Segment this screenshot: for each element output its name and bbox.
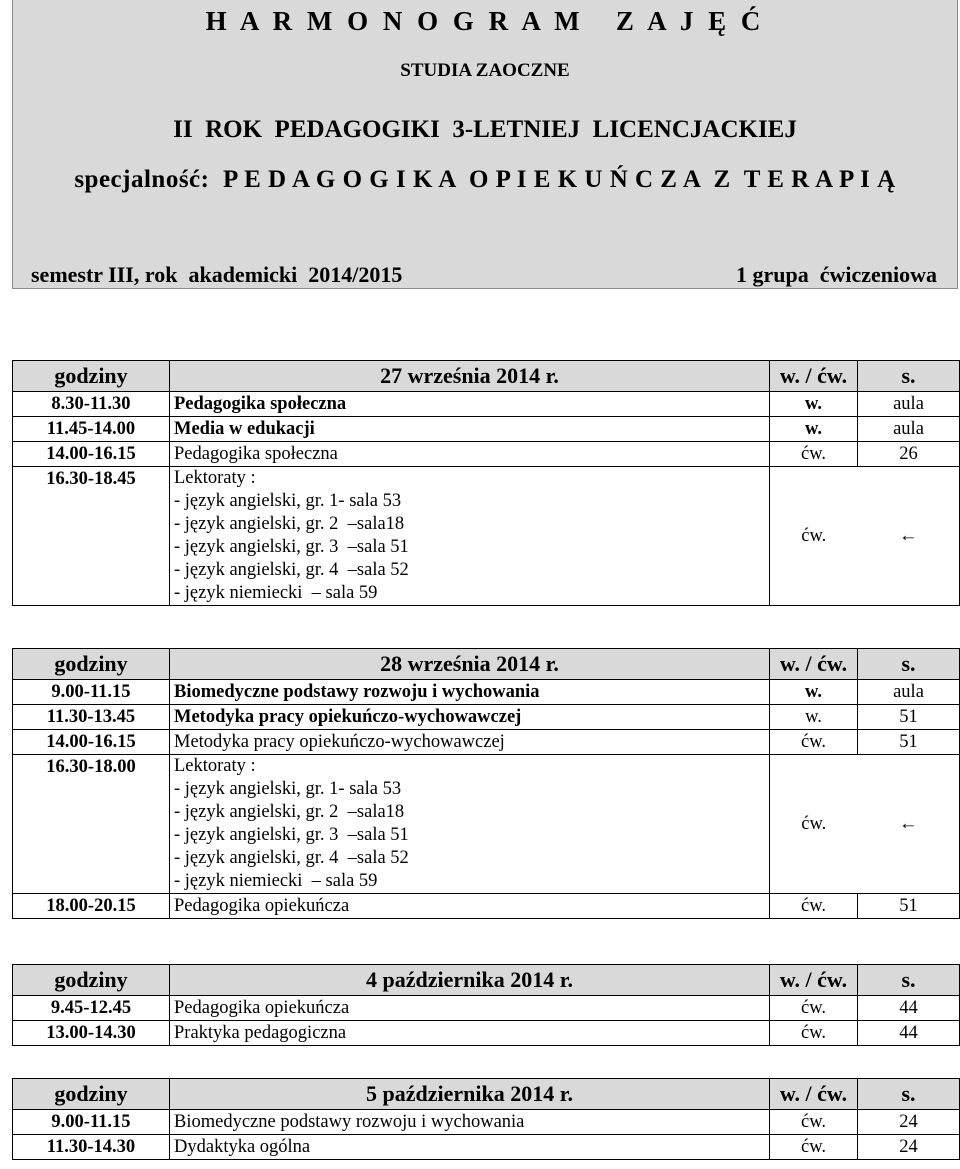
table-row [13, 680, 960, 705]
type-cell: w. [770, 392, 858, 417]
lectorate-line: - język angielski, gr. 4 –sala 52 [174, 560, 409, 580]
subject-cell: Pedagogika opiekuńcza [170, 894, 770, 919]
room-cell: 26 [858, 442, 960, 467]
time-cell: 16.30-18.45 [13, 467, 170, 606]
table-row [13, 417, 960, 442]
type-cell: w. [770, 417, 858, 442]
hours-column-header: godziny [13, 361, 170, 392]
type-cell: ćw. [770, 1135, 858, 1160]
table-row [13, 442, 960, 467]
left-arrow-icon: ← [858, 755, 960, 894]
semester-info: semestr III, rok akademicki 2014/2015 [31, 262, 403, 287]
room-cell: 51 [858, 705, 960, 730]
table-row [13, 755, 960, 894]
type-cell: ćw. [770, 730, 858, 755]
subject-cell: Pedagogika opiekuńcza [170, 996, 770, 1021]
time-cell: 11.45-14.00 [13, 417, 170, 442]
type-cell: ćw. [770, 442, 858, 467]
type-cell: ćw. [770, 996, 858, 1021]
type-column-header: w. / ćw. [770, 1079, 858, 1110]
program-name: II ROK PEDAGOGIKI 3-LETNIEJ LICENCJACKIEJ [173, 116, 797, 143]
room-cell: 44 [858, 996, 960, 1021]
time-cell: 16.30-18.00 [13, 755, 170, 894]
hours-column-header: godziny [13, 649, 170, 680]
room-cell: aula [858, 680, 960, 705]
lectorate-line: - język angielski, gr. 1- sala 53 [174, 779, 402, 799]
time-cell: 9.00-11.15 [13, 680, 170, 705]
room-cell: 24 [858, 1110, 960, 1135]
day-header-row [13, 361, 960, 392]
table-row [13, 1110, 960, 1135]
schedule-header [12, 0, 958, 289]
hours-column-header: godziny [13, 1079, 170, 1110]
group-info: 1 grupa ćwiczeniowa [735, 262, 937, 287]
day-table-05-10 [12, 1078, 960, 1160]
type-cell: ćw. [770, 1110, 858, 1135]
lectorate-line: - język angielski, gr. 2 –sala18 [174, 802, 405, 822]
subject-cell: Media w edukacji [170, 417, 770, 442]
time-cell: 14.00-16.15 [13, 730, 170, 755]
lectorate-line: - język angielski, gr. 1- sala 53 [174, 491, 402, 511]
room-column-header: s. [858, 1079, 960, 1110]
subject-cell: Pedagogika społeczna [170, 442, 770, 467]
day-date: 5 października 2014 r. [170, 1079, 770, 1110]
room-cell: 44 [858, 1021, 960, 1046]
subject-cell: Praktyka pedagogiczna [170, 1021, 770, 1046]
time-cell: 14.00-16.15 [13, 442, 170, 467]
subject-cell: Metodyka pracy opiekuńczo-wychowawczej [170, 705, 770, 730]
left-arrow-icon: ← [858, 467, 960, 606]
table-row [13, 996, 960, 1021]
day-header-row [13, 965, 960, 996]
table-row [13, 705, 960, 730]
table-row [13, 1021, 960, 1046]
lectorate-line: - język angielski, gr. 3 –sala 51 [174, 825, 409, 845]
time-cell: 11.30-14.30 [13, 1135, 170, 1160]
room-cell: 51 [858, 730, 960, 755]
time-cell: 11.30-13.45 [13, 705, 170, 730]
type-cell: ćw. [770, 467, 858, 606]
room-cell: aula [858, 392, 960, 417]
subject-cell: Dydaktyka ogólna [170, 1135, 770, 1160]
day-date: 27 września 2014 r. [170, 361, 770, 392]
lectorate-line: - język angielski, gr. 4 –sala 52 [174, 848, 409, 868]
lectorate-line: - język angielski, gr. 3 –sala 51 [174, 537, 409, 557]
type-column-header: w. / ćw. [770, 361, 858, 392]
lectorate-line: - język niemiecki – sala 59 [174, 583, 378, 603]
table-row [13, 392, 960, 417]
type-cell: w. [770, 705, 858, 730]
type-cell: ćw. [770, 755, 858, 894]
table-row [13, 1135, 960, 1160]
lectorates-cell [170, 467, 770, 606]
day-header-row [13, 649, 960, 680]
type-column-header: w. / ćw. [770, 965, 858, 996]
time-cell: 9.00-11.15 [13, 1110, 170, 1135]
type-cell: ćw. [770, 1021, 858, 1046]
lectorate-line: - język niemiecki – sala 59 [174, 871, 378, 891]
day-table-27-09 [12, 360, 960, 606]
room-column-header: s. [858, 965, 960, 996]
room-cell: 51 [858, 894, 960, 919]
time-cell: 18.00-20.15 [13, 894, 170, 919]
room-cell: aula [858, 417, 960, 442]
lectorates-label: Lektoraty : [174, 756, 256, 776]
type-cell: ćw. [770, 894, 858, 919]
room-column-header: s. [858, 361, 960, 392]
time-cell: 13.00-14.30 [13, 1021, 170, 1046]
lectorates-cell [170, 755, 770, 894]
type-column-header: w. / ćw. [770, 649, 858, 680]
table-row [13, 467, 960, 606]
type-cell: w. [770, 680, 858, 705]
hours-column-header: godziny [13, 965, 170, 996]
time-cell: 9.45-12.45 [13, 996, 170, 1021]
day-table-28-09 [12, 648, 960, 919]
specialty-name: specjalność: P E D A G O G I K A O P I E K U Ń C Z A Z T E R A P I Ą [74, 166, 896, 193]
time-cell: 8.30-11.30 [13, 392, 170, 417]
subject-cell: Biomedyczne podstawy rozwoju i wychowania [170, 1110, 770, 1135]
lectorates-label: Lektoraty : [174, 468, 256, 488]
day-date: 4 października 2014 r. [170, 965, 770, 996]
day-date: 28 września 2014 r. [170, 649, 770, 680]
table-row [13, 894, 960, 919]
table-row [13, 730, 960, 755]
subject-cell: Pedagogika społeczna [170, 392, 770, 417]
study-mode: STUDIA ZAOCZNE [400, 60, 570, 81]
subject-cell: Biomedyczne podstawy rozwoju i wychowania [170, 680, 770, 705]
subject-cell: Metodyka pracy opiekuńczo-wychowawczej [170, 730, 770, 755]
room-column-header: s. [858, 649, 960, 680]
lectorate-line: - język angielski, gr. 2 –sala18 [174, 514, 405, 534]
schedule-title: H A R M O N O G R A M Z A J Ę Ć [205, 6, 765, 36]
day-table-04-10 [12, 964, 960, 1046]
room-cell: 24 [858, 1135, 960, 1160]
day-header-row [13, 1079, 960, 1110]
